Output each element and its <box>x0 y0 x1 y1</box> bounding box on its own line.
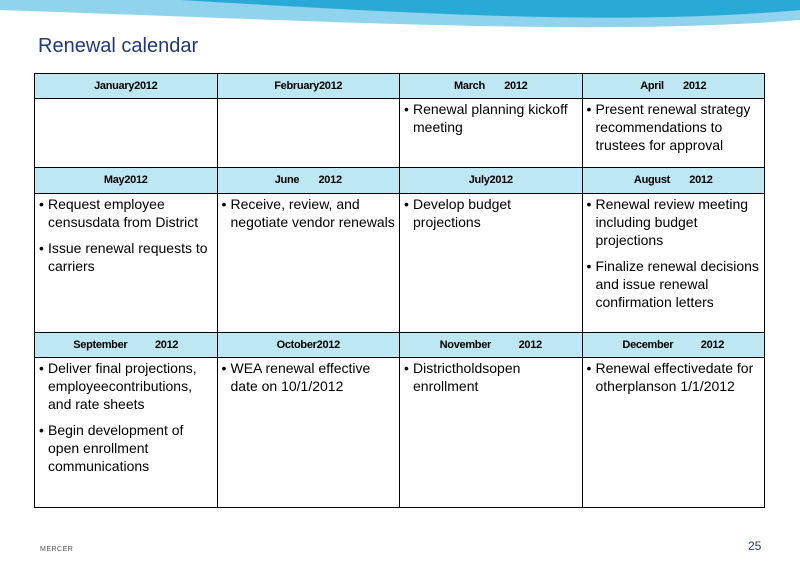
month-header-may: May2012 <box>35 168 218 193</box>
month-header-row <box>35 168 765 193</box>
month-cell-november <box>400 358 583 508</box>
footer-brand: MERCER <box>40 546 74 553</box>
page-number: 25 <box>748 539 762 553</box>
month-cell-september <box>35 358 218 508</box>
month-cell-june <box>217 193 400 333</box>
month-cell-april <box>582 99 765 168</box>
renewal-calendar-table <box>34 73 765 508</box>
task-item: • Present renewal strategy recommendations to trustees for approval <box>583 100 761 154</box>
month-header-november: November 2012 <box>400 333 583 358</box>
month-header-july: July2012 <box>400 168 583 193</box>
task-item: • Renewal effectivedate for otherplanson 1/1/2012 <box>583 359 761 395</box>
month-cell-october <box>217 358 400 508</box>
month-header-october: October2012 <box>217 333 400 358</box>
month-cell-february <box>217 99 400 168</box>
month-header-december: December 2012 <box>582 333 765 358</box>
task-item: • Districtholdsopen enrollment <box>400 359 578 395</box>
month-header-june: June 2012 <box>217 168 400 193</box>
task-item: • Develop budget projections <box>400 195 578 231</box>
month-content-row <box>35 358 765 508</box>
month-cell-december <box>582 358 765 508</box>
month-cell-july <box>400 193 583 333</box>
task-item: • Renewal review meeting including budget projections <box>583 195 761 249</box>
month-content-row <box>35 99 765 168</box>
month-header-september: September 2012 <box>35 333 218 358</box>
month-cell-august <box>582 193 765 333</box>
month-header-april: April 2012 <box>582 74 765 99</box>
month-cell-may <box>35 193 218 333</box>
task-item: • Renewal planning kickoff meeting <box>400 100 578 136</box>
task-item: • Request employee censusdata from District <box>35 195 213 231</box>
task-item: • Deliver final projections, employeecontributions, and rate sheets <box>35 359 213 413</box>
month-header-row <box>35 74 765 99</box>
month-header-row <box>35 333 765 358</box>
task-item: • WEA renewal effective date on 10/1/2012 <box>218 359 396 395</box>
task-item: • Finalize renewal decisions and issue renewal confirmation letters <box>583 257 761 311</box>
task-item: • Issue renewal requests to carriers <box>35 239 213 275</box>
page-title: Renewal calendar <box>38 35 199 57</box>
month-content-row <box>35 193 765 333</box>
header-wave-band <box>0 0 800 40</box>
month-header-march: March 2012 <box>400 74 583 99</box>
month-cell-january <box>35 99 218 168</box>
task-item: • Begin development of open enrollment communications <box>35 421 213 475</box>
month-cell-march <box>400 99 583 168</box>
month-header-january: January2012 <box>35 74 218 99</box>
month-header-february: February2012 <box>217 74 400 99</box>
month-header-august: August 2012 <box>582 168 765 193</box>
task-item: • Receive, review, and negotiate vendor renewals <box>218 195 396 231</box>
